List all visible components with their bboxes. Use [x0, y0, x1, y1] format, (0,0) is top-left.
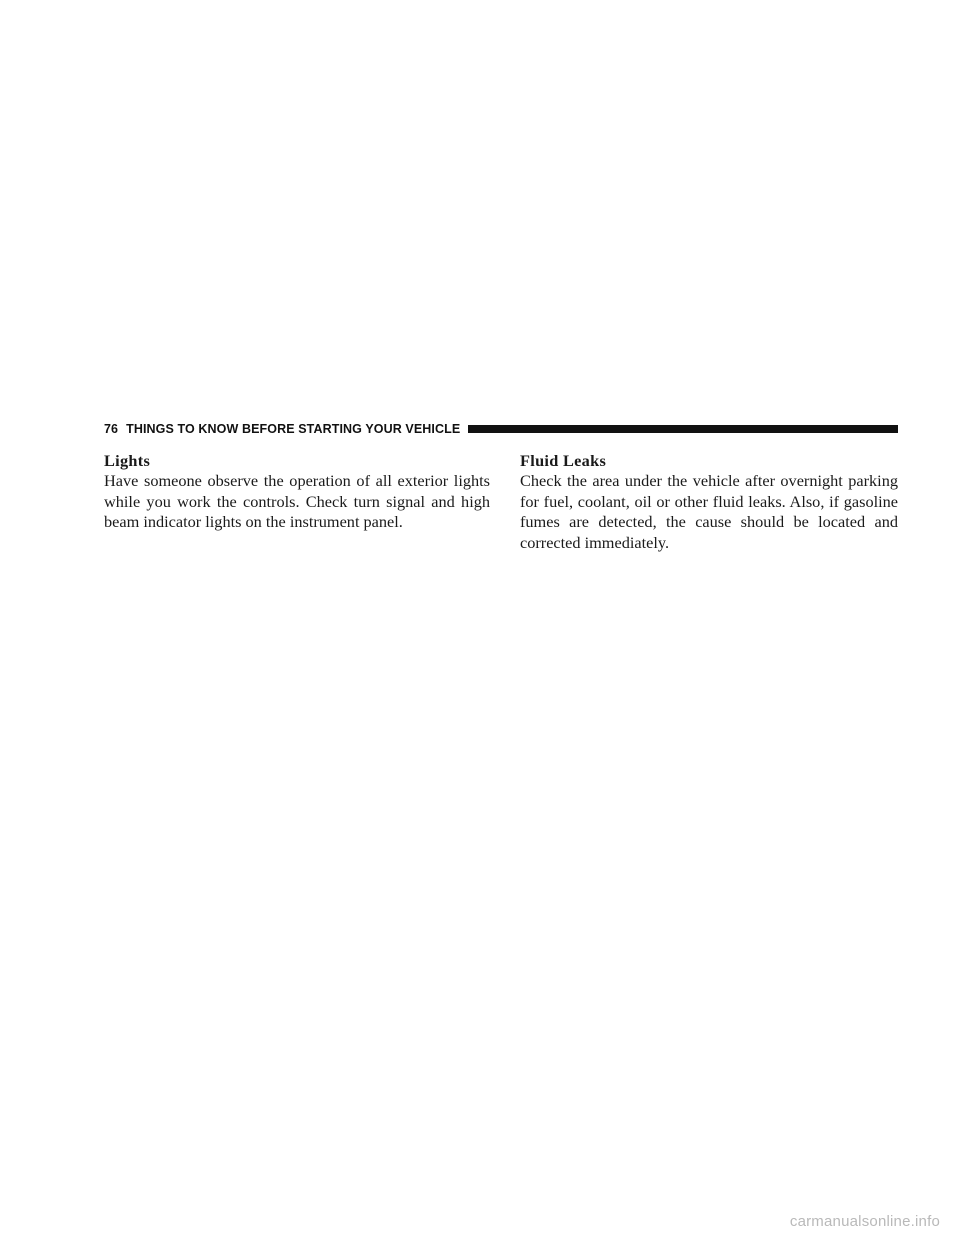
- section-body-fluid-leaks: Check the area under the vehicle after overnight parking for fuel, coolant, oil or other fluid leaks. Also, if gasoline fumes are detected, the cause should be located and corrected immediately.: [520, 471, 898, 552]
- running-title: THINGS TO KNOW BEFORE STARTING YOUR VEHICLE: [126, 422, 461, 436]
- section-body-lights: Have someone observe the operation of all exterior lights while you work the controls. Check turn signal and high beam indicator lights on the instrument panel.: [104, 471, 490, 532]
- left-column: [104, 451, 490, 533]
- right-column: [520, 451, 898, 553]
- section-title-lights: Lights: [104, 451, 151, 470]
- header-rule: [468, 425, 898, 433]
- watermark: carmanualsonline.info: [789, 1213, 940, 1230]
- page-header: [104, 421, 898, 437]
- section-title-fluid-leaks: Fluid Leaks: [520, 451, 607, 470]
- page-number: 76: [104, 422, 119, 436]
